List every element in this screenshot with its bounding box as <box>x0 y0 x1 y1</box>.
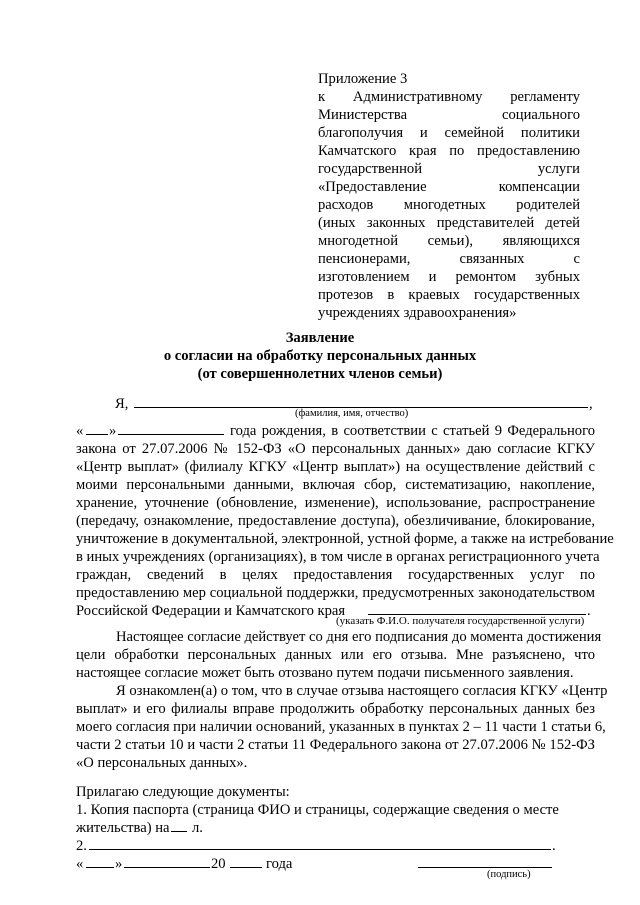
document-title: Заявление <box>285 330 355 346</box>
annex-line: расходов многодетных родителей <box>318 197 580 213</box>
para2-line: цели обработки персональных данных или его отзыва. Мне разъяснено, что <box>76 647 595 663</box>
para3-line: Я ознакомлен(а) о том, что в случае отзыва настоящего согласия КГКУ «Центр <box>116 683 608 699</box>
para2-line: Настоящее согласие действует со дня его подписания до момента достижения <box>116 629 602 645</box>
attachment-1: 1. Копия паспорта (страница ФИО и страницы, содержащие сведения о месте <box>76 802 559 818</box>
date-quote-open: « <box>76 856 84 872</box>
annex-header <box>318 70 580 322</box>
comma: , <box>589 396 593 412</box>
pages-unit: л. <box>192 820 203 836</box>
body-line: моими персональными данными, включая сбор, систематизацию, накопление, <box>76 477 595 493</box>
body-line: (передачу, ознакомление, предоставление доступа), обезличивание, блокирование, <box>76 513 595 529</box>
document-subtitle-2: (от совершеннолетних членов семьи) <box>197 366 443 382</box>
body-line: хранение, уточнение (обновление, изменение), использование, распространение <box>76 495 595 511</box>
annex-line: изготовлением и ремонтом зубных <box>318 269 580 285</box>
quote-close: » <box>109 423 117 439</box>
birth-day-field[interactable] <box>86 434 108 435</box>
date-month-field[interactable] <box>124 867 210 868</box>
annex-line: (иных законных представителей детей <box>318 215 580 231</box>
birth-text: года рождения, в соответствии с статьей 9 Федерального <box>230 423 595 439</box>
i-label: Я, <box>115 396 129 412</box>
body-line: предоставлению мер социальной поддержки, предусмотренных законодательством <box>76 585 595 601</box>
attachment-2-field[interactable] <box>89 849 551 850</box>
signature-hint: (подпись) <box>487 869 531 880</box>
date-year-word: года <box>266 856 293 872</box>
date-year-prefix: 20 <box>211 856 226 872</box>
period: . <box>587 603 591 619</box>
annex-line: протезов в краевых государственных <box>318 287 580 303</box>
annex-line: пенсионерами, связанных с <box>318 251 580 267</box>
para3-line: части 2 статьи 10 и части 2 статьи 11 Федерального закона от 27.07.2006 № 152-ФЗ <box>76 737 595 753</box>
recipient-hint: (указать Ф.И.О. получателя государственной услуги) <box>336 615 585 627</box>
body-line: в иных учреждениях (организациях), в том числе в органах регистрационного учета <box>76 549 600 565</box>
body-line: закона от 27.07.2006 № 152-ФЗ «О персональных данных» даю согласие КГКУ <box>76 441 595 457</box>
attachment-2-label: 2. <box>76 838 87 854</box>
signature-field[interactable] <box>418 867 552 868</box>
annex-line: Камчатского края по предоставлению <box>318 143 580 159</box>
annex-line: «Предоставление компенсации <box>318 179 580 195</box>
annex-line: Министерства социального <box>318 107 580 123</box>
body-line: уничтожение в документальной, электронной, устной форме, а также на истребование <box>76 531 614 547</box>
para3-line: моего согласия при наличии оснований, указанных в пунктах 2 – 11 части 1 статьи 6, <box>76 719 606 735</box>
attachments-title: Прилагаю следующие документы: <box>76 784 290 800</box>
document-subtitle: о согласии на обработку персональных данных <box>163 348 477 364</box>
body-line: граждан, сведений в целях предоставления государственных услуг по <box>76 567 595 583</box>
annex-line: к Административному регламенту <box>318 89 580 105</box>
para3-line: выплат» и его филиалы вправе продолжить обработку персональных данных без <box>76 701 595 717</box>
annex-line: учреждениях здравоохранения» <box>318 305 517 321</box>
annex-line: Приложение 3 <box>318 71 408 87</box>
attachment-1-cont: жительства) на <box>76 820 170 836</box>
attachment-2-period: . <box>552 838 556 854</box>
date-day-field[interactable] <box>86 867 114 868</box>
annex-line: благополучия и семейной политики <box>318 125 580 141</box>
fio-hint: (фамилия, имя, отчество) <box>295 408 409 419</box>
date-quote-close: » <box>115 856 123 872</box>
date-year-field[interactable] <box>230 867 262 868</box>
quote-open: « <box>76 423 84 439</box>
annex-line: многодетной семьи), являющихся <box>318 233 580 249</box>
body-line: «Центр выплат» (филиалу КГКУ «Центр выплат») на осуществление действий с <box>76 459 595 475</box>
para2-line: настоящее согласие может быть отозвано путем подачи письменного заявления. <box>76 665 574 681</box>
birth-month-year-field[interactable] <box>118 434 224 435</box>
annex-line: государственной услуги <box>318 161 580 177</box>
rf-line: Российской Федерации и Камчатского края <box>76 603 346 619</box>
para3-line: «О персональных данных». <box>76 755 248 771</box>
pages-count-field[interactable] <box>171 831 187 832</box>
